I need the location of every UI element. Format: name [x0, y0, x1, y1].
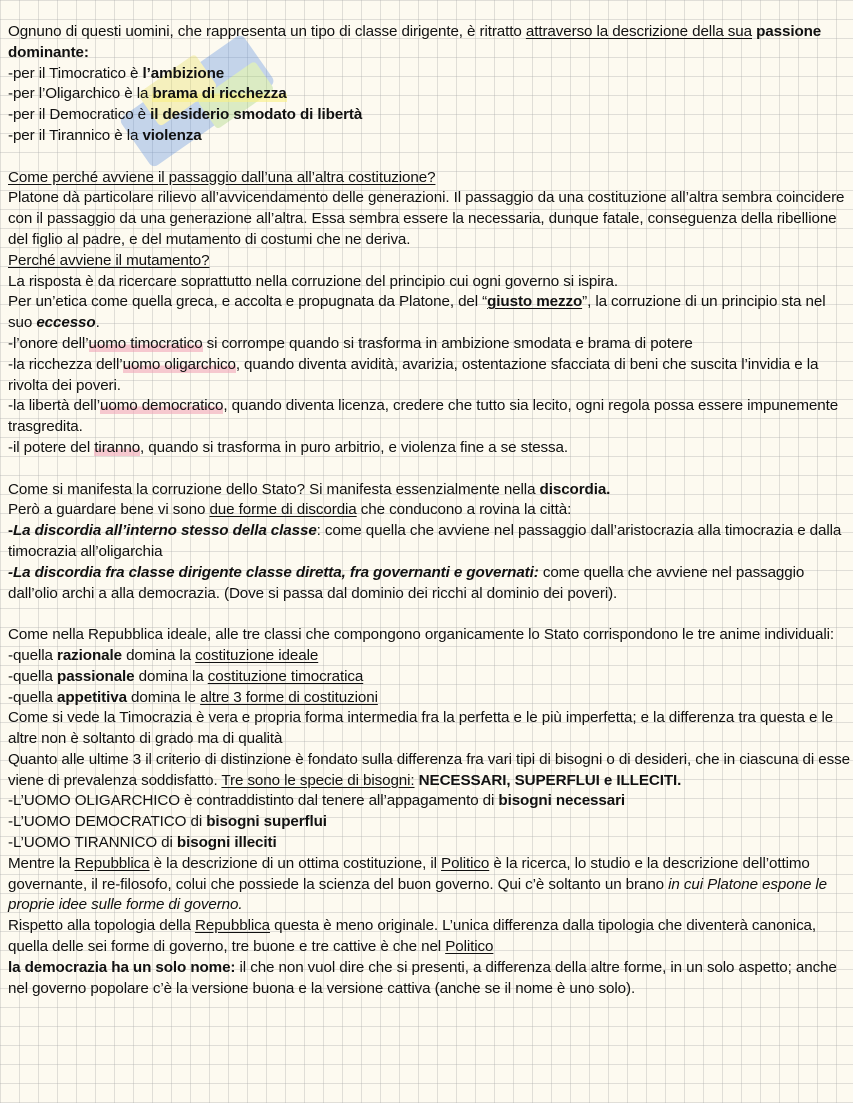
- list-item: -la ricchezza dell’uomo oligarchico, quando diventa avidità, avarizia, ostentazione sfacciata di beni che suscita l’invidia e la rivolta dei poveri.: [8, 355, 819, 394]
- paragraph: Come si manifesta la corruzione dello Stato? Si manifesta essenzialmente nella discordia.: [8, 480, 611, 498]
- list-item: -l’onore dell’uomo timocratico si corrompe quando si trasforma in ambizione smodata e brama di potere: [8, 334, 693, 352]
- document-page: [8, 22, 853, 999]
- list-item: -per il Tirannico è la violenza: [8, 126, 202, 144]
- list-item: -L’UOMO DEMOCRATICO di bisogni superflui: [8, 813, 327, 831]
- paragraph: Quanto alle ultime 3 il criterio di distinzione è fondato sulla differenza fra vari tipi di bisogni o di desideri, che in ciascuna di esse viene di prevalenza soddisfatto. Tre sono le specie di bisogni: NECESSARI, SUPERFLUI e ILLECITI.: [8, 750, 850, 789]
- list-item: -quella appetitiva domina le altre 3 forme di costituzioni: [8, 688, 378, 706]
- paragraph: Come si vede la Timocrazia è vera e propria forma intermedia fra la perfetta e le più imperfetta; e la differenza tra questa e le altre non è soltanto di grado ma di qualità: [8, 709, 834, 748]
- section-heading: Perché avviene il mutamento?: [8, 251, 210, 269]
- list-item: -il potere del tiranno, quando si trasforma in puro arbitrio, e violenza fine a se stessa.: [8, 438, 569, 456]
- list-item: -quella razionale domina la costituzione ideale: [8, 646, 319, 664]
- paragraph: Però a guardare bene vi sono due forme di discordia che conducono a rovina la città:: [8, 501, 572, 519]
- list-item: -L’UOMO OLIGARCHICO è contraddistinto dal tenere all’appagamento di bisogni necessari: [8, 792, 626, 810]
- list-item: -la libertà dell’uomo democratico, quando diventa licenza, credere che tutto sia lecito, ogni regola possa essere impunemente trasgredita.: [8, 397, 839, 436]
- paragraph: Rispetto alla topologia della Repubblica questa è meno originale. L’unica differenza dalla tipologia che diventerà canonica, quella delle sei forme di governo, tre buone e tre cattive è che nel Politico: [8, 917, 817, 956]
- intro-paragraph: Ognuno di questi uomini, che rappresenta un tipo di classe dirigente, è ritratto attraverso la descrizione della sua passione dominante:: [8, 23, 822, 61]
- paragraph: Mentre la Repubblica è la descrizione di un ottima costituzione, il Politico è la ricerca, lo studio e la descrizione dell’ottimo governante, il re-filosofo, colui che possiede la scienza del buon governo. Qui c’è soltanto un brano in cui Platone espone le proprie idee sulle forme di governo.: [8, 854, 828, 914]
- section-heading: Come perché avviene il passaggio dall’una all’altra costituzione?: [8, 168, 436, 186]
- paragraph: La risposta è da ricercare soprattutto nella corruzione del principio cui ogni governo si ispira.: [8, 272, 618, 290]
- list-item: -per il Timocratico è l’ambizione: [8, 64, 225, 82]
- list-item: -La discordia fra classe dirigente classe diretta, fra governanti e governati: come quella che avviene nel passaggio dall’olio archi a alla democrazia. (Dove si passa dal dominio dei ricchi al dominio dei poveri).: [8, 563, 805, 602]
- list-item: -L’UOMO TIRANNICO di bisogni illeciti: [8, 834, 277, 852]
- list-item: -per l’Oligarchico è la brama di ricchezza: [8, 85, 287, 103]
- paragraph: Come nella Repubblica ideale, alle tre classi che compongono organicamente lo Stato corrispondono le tre anime individuali:: [8, 626, 835, 644]
- list-item: -per il Democratico è il desiderio smodato di libertà: [8, 106, 363, 124]
- paragraph: Per un’etica come quella greca, e accolta e propugnata da Platone, del “giusto mezzo”, la corruzione di un principio sta nel suo eccesso.: [8, 293, 826, 332]
- list-item: -quella passionale domina la costituzione timocratica: [8, 667, 364, 685]
- list-item: -La discordia all’interno stesso della classe: come quella che avviene nel passaggio dall’aristocrazia alla timocrazia e dalla timocrazia all’oligarchia: [8, 522, 842, 560]
- paragraph: la democrazia ha un solo nome: il che non vuol dire che si presenti, a differenza della altre forme, in un solo aspetto; anche nel governo popolare c’è la versione buona e la versione cattiva (anche se il nome è uno solo).: [8, 958, 837, 997]
- paragraph: Platone dà particolare rilievo all’avvicendamento delle generazioni. Il passaggio da una costituzione all’altra sembra coincidere con il passaggio da una generazione all’altra. Essa sembra essere la necessaria, dunque fatale, conseguenza della ribellione del figlio al padre, e del mutamento di costumi che ne deriva.: [8, 189, 845, 248]
